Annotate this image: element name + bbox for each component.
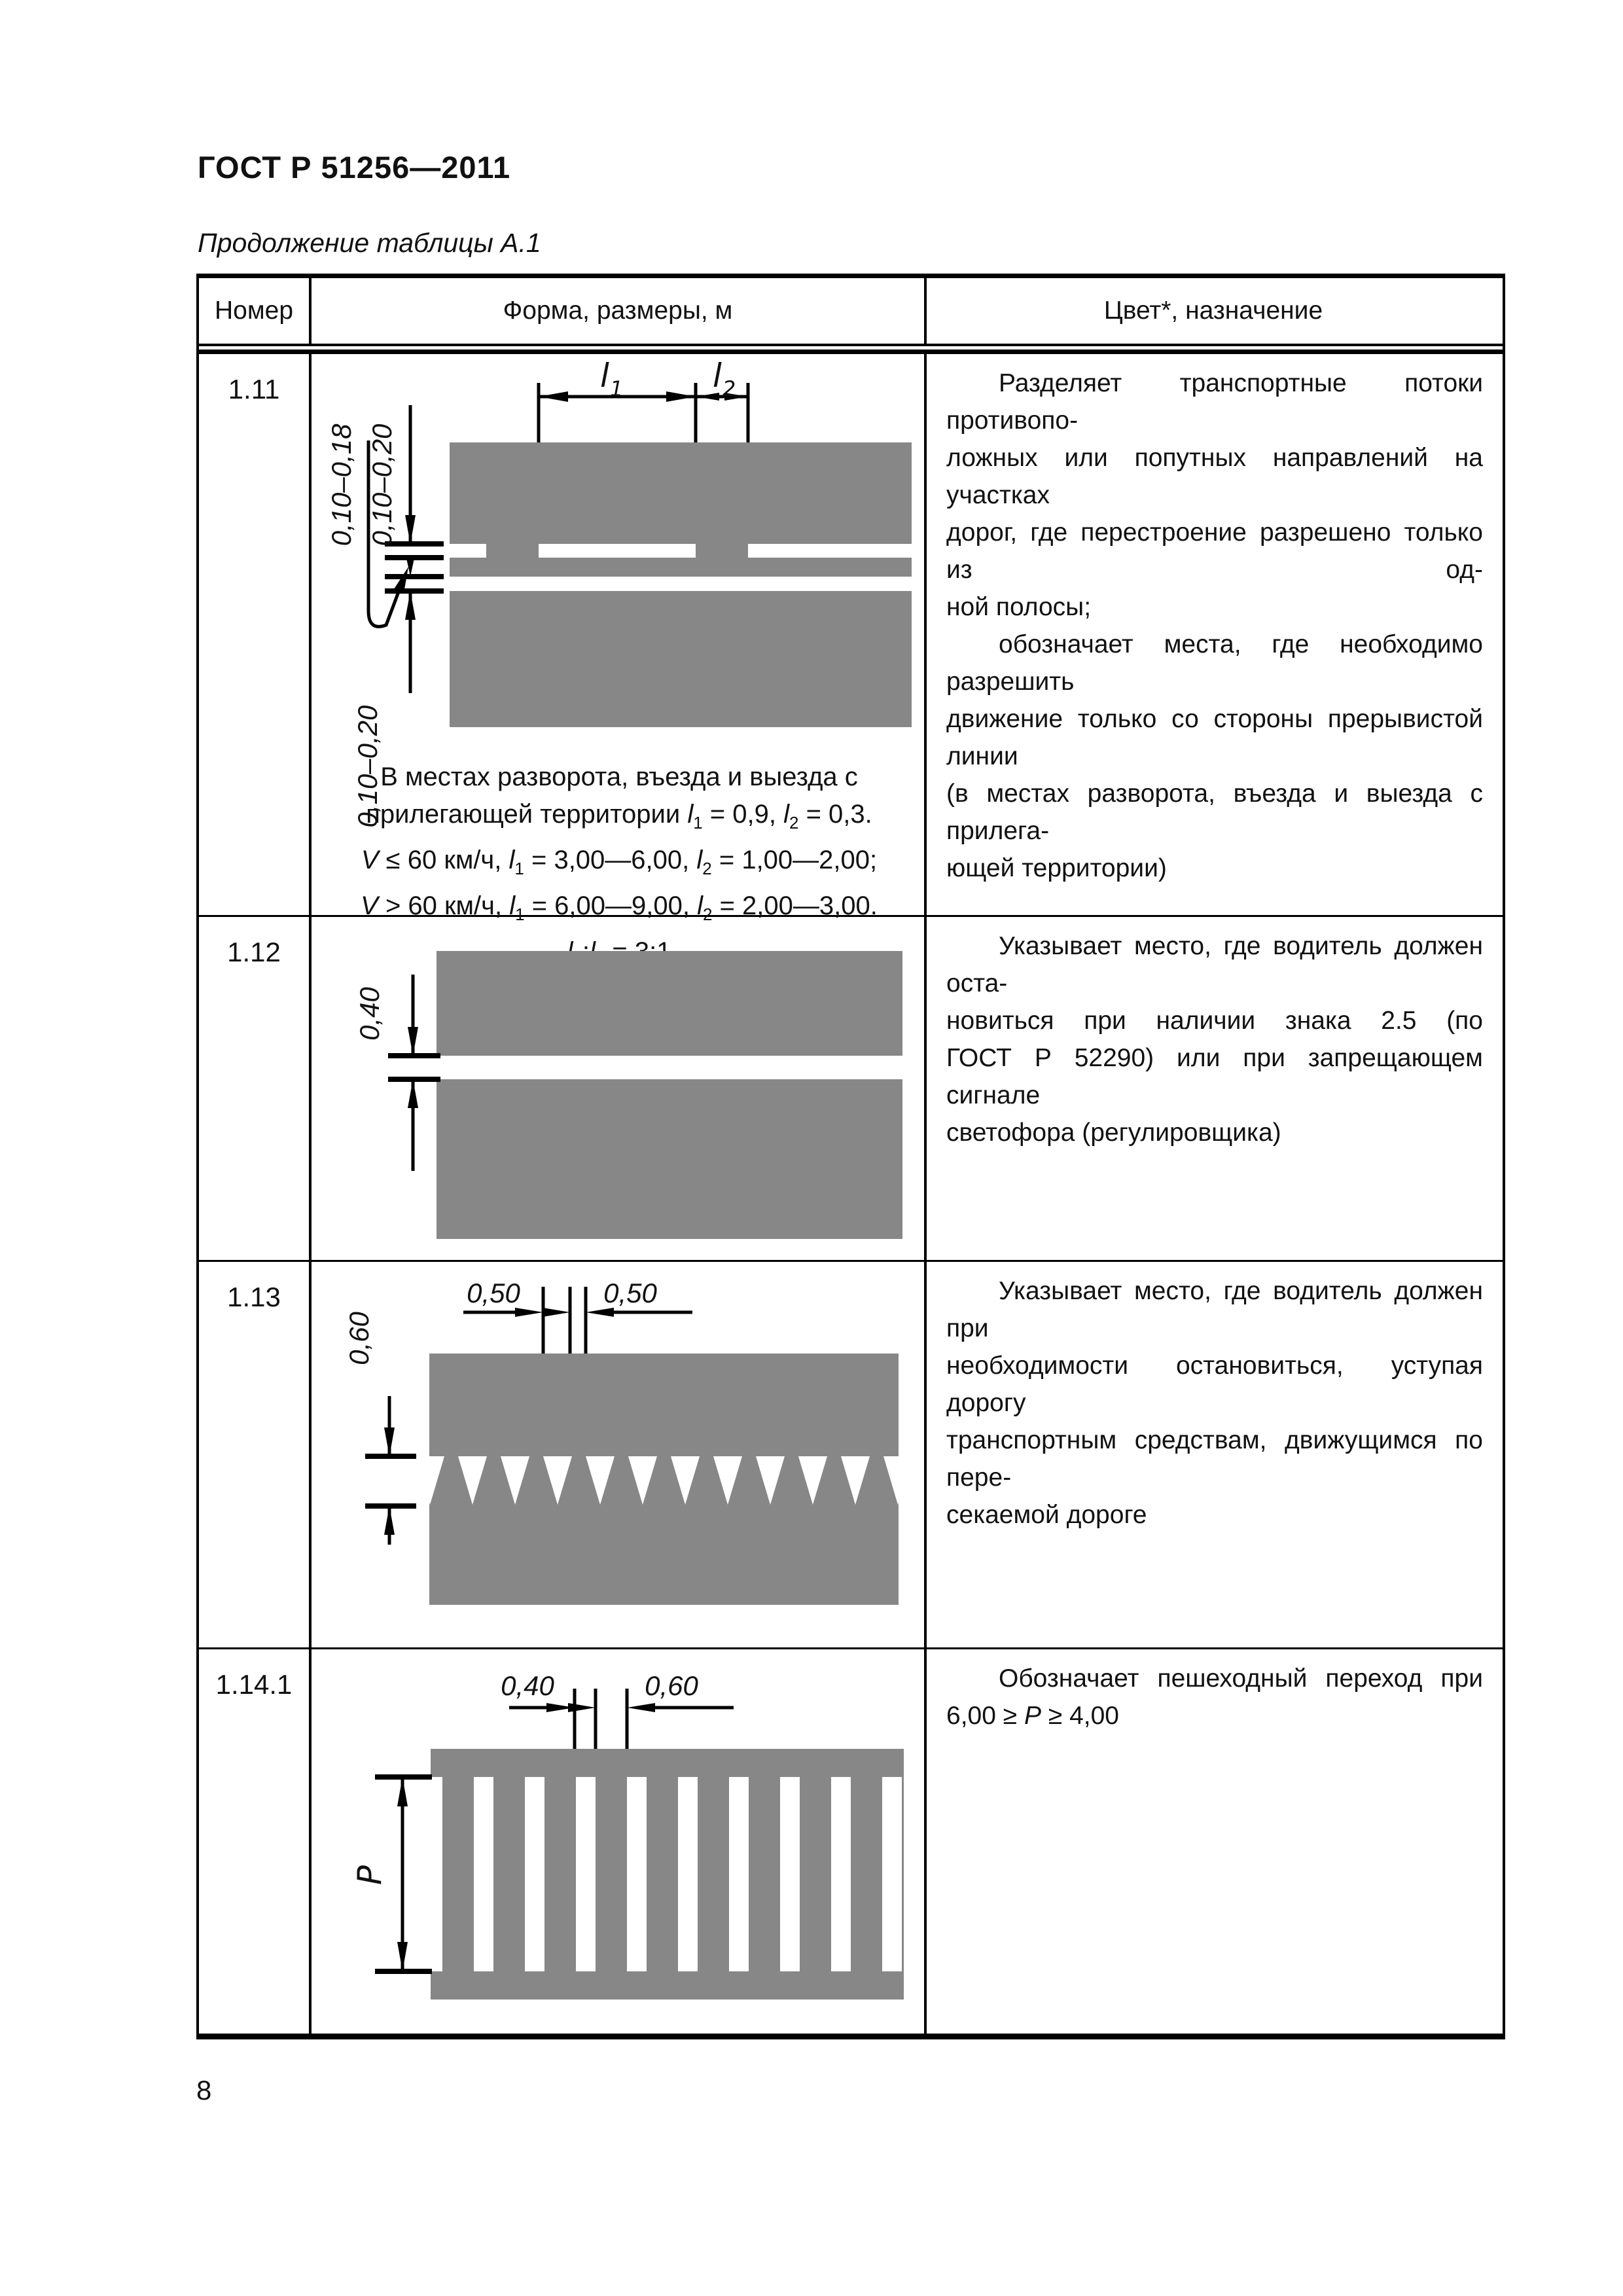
purpose-line: (в местах разворота, въезда и выезда с прилега- [946,780,1483,845]
markings-table [196,274,1505,2039]
purpose-line: ной полосы; [946,593,1092,621]
caption-line: V ≤ 60 км/ч, $l_1$ = 3,00—6,00, $l_2$ = 1,00—2,00; [361,846,878,878]
marking-1-13-diagram [312,1262,924,1649]
purpose-line: движение только со стороны прерывистой линии [946,705,1483,770]
table-row-marking-1-11 [199,352,1503,924]
header-cell-color-purpose: Цвет*, назначение [1103,296,1323,325]
purpose-line: Обозначает пешеходный переход при [999,1664,1483,1693]
crosswalk-stripe [780,1777,800,1971]
road-surface-crosswalk [431,1749,904,2000]
purpose-line: 6,00 ≥ P ≥ 4,00 [946,1702,1119,1730]
purpose-line: светофора (регулировщика) [946,1119,1281,1147]
marking-number: 1.14.1 [215,1669,293,1700]
purpose-line: ющей территории) [946,854,1167,882]
header-cell-number: Номер [199,278,312,344]
marking-number: 1.13 [227,1282,281,1312]
header-cell-shape: Форма, размеры, м [312,278,927,344]
triangle-height-dimension [344,1311,416,1545]
crosswalk-stripe [431,1777,442,1971]
crosswalk-stripe [882,1777,902,1971]
road-surface [416,1354,912,1605]
page-title: ГОСТ Р 51256—2011 [198,150,511,185]
dim-label-triangle-base: 0,50 [467,1278,520,1308]
purpose-line: обозначает места, где необходимо разрешить [946,630,1483,696]
table-row-marking-1-14-1 [199,1647,1503,2034]
marking-purpose-cell [927,917,1500,1260]
purpose-line: необходимости остановиться, уступая дорогу [946,1352,1483,1417]
stop-line-width-dimension [354,975,440,1171]
marking-diagram-cell [312,917,927,1260]
road-surface [450,442,912,727]
marking-number-cell [199,917,312,1260]
dim-label-broken-line-width: 0,10–0,20 [366,423,397,547]
dim-label-stop-line-width: 0,40 [354,987,385,1041]
crosswalk-stripe [474,1777,493,1971]
stripe-dimensions [501,1670,734,1749]
marking-number: 1.11 [228,374,280,404]
dim-label-l2-sub: 2 [722,376,736,401]
crosswalk-stripe [576,1777,596,1971]
dim-label-gap-between-lines: 0,10–0,18 [326,423,357,547]
broken-line-dash [450,544,486,558]
dimension-l1-l2 [539,357,748,442]
purpose-line: ложных или попутных направлений на участках [946,444,1483,509]
crosswalk-stripe [627,1777,647,1971]
caption-line: V > 60 км/ч, $l_1$ = 6,00—9,00, $l_2$ = 2,00—3,00. [361,891,878,924]
purpose-line: новиться при наличии знака 2.5 (по [946,1007,1483,1035]
broken-line-dash [748,544,912,558]
table-row-marking-1-12 [199,915,1503,1260]
marking-number-cell [199,1649,312,2034]
page-number: 8 [196,2075,212,2106]
dim-label-l1: l [600,357,609,395]
marking-purpose-cell [927,1649,1500,2034]
broken-line-dash [539,544,696,558]
crosswalk-stripe [678,1777,698,1971]
purpose-line: Разделяет транспортные потоки противопо- [946,369,1483,435]
purpose-line: дорог, где перестроение разрешено только из од- [946,518,1483,584]
caption-line: В местах разворота, въезда и выезда с [380,762,858,791]
marking-diagram-cell [312,1649,927,2034]
table-header-row [199,278,1503,352]
marking-1-14-1-diagram [312,1649,924,2036]
dim-label-solid-line-width: 0,10–0,20 [352,705,383,828]
road-surface [437,951,902,1239]
dim-label-crosswalk-length: P [351,1865,389,1886]
purpose-line: секаемой дороге [946,1501,1147,1529]
caption-line: прилегающей территории $l_1 = 0,9$, $l_2 = 0,3$. [366,800,872,833]
marking-number-cell [199,1262,312,1647]
marking-1-12-diagram [312,917,924,1262]
dim-label-l2: l [713,357,722,395]
marking-purpose-cell [927,1262,1500,1647]
crosswalk-stripe [729,1777,749,1971]
crosswalk-stripe [525,1777,544,1971]
marking-number: 1.12 [227,937,281,967]
dim-label-stripe-width: 0,40 [501,1670,554,1701]
purpose-line: Указывает место, где водитель должен оста- [946,932,1483,997]
table-continuation-note: Продолжение таблицы А.1 [198,228,541,258]
marking-diagram-cell [312,354,927,924]
table-row-marking-1-13 [199,1260,1503,1647]
crosswalk-length-dimension [351,1777,432,1971]
dim-label-triangle-gap: 0,50 [603,1278,657,1308]
marking-diagram-cell [312,1262,927,1647]
dim-label-stripe-gap: 0,60 [645,1670,698,1701]
crosswalk-stripe [831,1777,851,1971]
marking-number-cell [199,354,312,915]
dim-label-triangle-height: 0,60 [344,1312,374,1365]
marking-purpose-cell [927,354,1500,915]
purpose-line: Указывает место, где водитель должен при [946,1277,1483,1342]
dim-label-l1-sub: 1 [609,376,624,401]
triangle-dimensions [463,1278,692,1354]
purpose-line: ГОСТ Р 52290) или при запрещающем сигнале [946,1044,1483,1109]
purpose-line: транспортным средствам, движущимся по пере- [946,1426,1483,1492]
